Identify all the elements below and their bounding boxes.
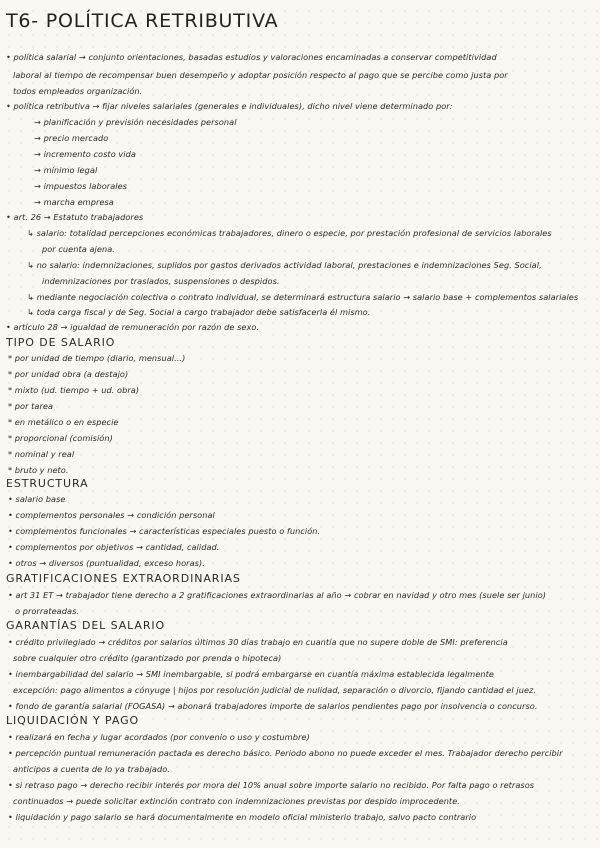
note-line: ↳ mediante negociación colectiva o contrato individual, se determinará estructura salario → salario base + complementos salariales: [27, 292, 579, 302]
note-line: excepción: pago alimentos a cónyuge | hijos por resolución judicial de nulidad, separación o divorcio, fijando cantidad el juez.: [13, 685, 537, 695]
note-line: ↳ no salario: indemnizaciones, suplidos por gastos derivados actividad laboral, prestaciones e indemnizaciones Seg. Social,: [27, 260, 542, 270]
note-line: • percepción puntual remuneración pactada es derecho básico. Periodo abono no puede exceder el mes. Trabajador derecho percibir: [8, 748, 563, 758]
note-line: • liquidación y pago salario se hará documentalmente en modelo oficial ministerio trabajo, salvo pacto contrario: [8, 812, 477, 822]
note-line: * por unidad obra (a destajo): [8, 369, 129, 379]
note-line: • salario base: [8, 494, 66, 504]
note-line: * mixto (ud. tiempo + ud. obra): [8, 385, 140, 395]
note-line: • complementos funcionales → características especiales puesto o función.: [8, 526, 321, 536]
note-line: • art. 26 → Estatuto trabajadores: [6, 212, 144, 222]
note-line: • complementos personales → condición personal: [8, 510, 215, 520]
section-heading: ESTRUCTURA: [6, 477, 89, 490]
note-line: • realizará en fecha y lugar acordados (por convenio o uso y costumbre): [8, 732, 310, 742]
note-line: * nominal y real: [8, 449, 75, 459]
section-heading: GARANTÍAS DEL SALARIO: [6, 619, 166, 632]
note-line: • artículo 28 → igualdad de remuneración por razón de sexo.: [6, 322, 260, 332]
note-line: ↳ toda carga fiscal y de Seg. Social a cargo trabajador debe satisfacerla él mismo.: [27, 307, 371, 317]
note-line: • complementos por objetivos → cantidad, calidad.: [8, 542, 220, 552]
note-line: • art 31 ET → trabajador tiene derecho a 2 gratificaciones extraordinarias al año → cobrar en navidad y otro mes (suele ser junio): [8, 590, 546, 600]
note-line: • crédito privilegiado → créditos por salarios últimos 30 días trabajo en cuantía que no supere doble de SMI: preferencia: [8, 637, 508, 647]
note-line: → precio mercado: [34, 133, 109, 143]
note-line: * por unidad de tiempo (diario, mensual...): [8, 353, 186, 363]
note-line: laboral al tiempo de recompensar buen desempeño y adoptar posición respecto al pago que se percibe como justa por: [13, 70, 508, 80]
note-line: sobre cualquier otro crédito (garantizado por prenda o hipoteca): [13, 653, 282, 663]
note-line: → mínimo legal: [34, 165, 98, 175]
note-line: • inembargabilidad del salario → SMI inembargable, si podrá embargarse en cuantía máxima establecida legalmente: [8, 669, 494, 679]
page-title: T6- POLÍTICA RETRIBUTIVA: [6, 10, 279, 32]
note-line: → planificación y previsión necesidades personal: [34, 117, 237, 127]
note-line: * proporcional (comisión): [8, 433, 113, 443]
note-line: anticipos a cuenta de lo ya trabajado.: [13, 764, 170, 774]
note-line: • política salarial → conjunto orientaciones, basadas estudios y valoraciones encaminadas a conservar competitividad: [6, 52, 497, 62]
note-line: * en metálico o en especie: [8, 417, 119, 427]
note-line: o prorrateadas.: [15, 606, 80, 616]
section-heading: GRATIFICACIONES EXTRAORDINARIAS: [6, 572, 241, 585]
note-line: • fondo de garantía salarial (FOGASA) → abonará trabajadores importe de salarios pendientes pago por insolvencia o concurso.: [8, 701, 538, 711]
note-line: * por tarea: [8, 401, 54, 411]
note-line: • si retraso pago → derecho recibir interés por mora del 10% anual sobre importe salario no recibido. Por falta pago o retrasos: [8, 780, 535, 790]
note-line: indemnizaciones por traslados, suspensiones o despidos.: [42, 276, 280, 286]
note-line: → marcha empresa: [34, 197, 114, 207]
note-line: todos empleados organización.: [13, 86, 143, 96]
note-line: → incremento costo vida: [34, 149, 136, 159]
note-line: por cuenta ajena.: [42, 244, 115, 254]
note-line: • otros → diversos (puntualidad, exceso horas).: [8, 558, 205, 568]
section-heading: LIQUIDACIÓN Y PAGO: [6, 714, 140, 727]
section-heading: TIPO DE SALARIO: [6, 336, 116, 349]
note-line: • política retributiva → fijar niveles salariales (generales e individuales), dicho nivel viene determinado por:: [6, 101, 453, 111]
note-line: * bruto y neto.: [8, 465, 69, 475]
note-line: continuados → puede solicitar extinción contrato con indemnizaciones previstas por despido improcedente.: [13, 796, 460, 806]
note-line: ↳ salario: totalidad percepciones económicas trabajadores, dinero o especie, por prestación profesional de servicios laborales: [27, 228, 552, 238]
note-line: → impuestos laborales: [34, 181, 127, 191]
